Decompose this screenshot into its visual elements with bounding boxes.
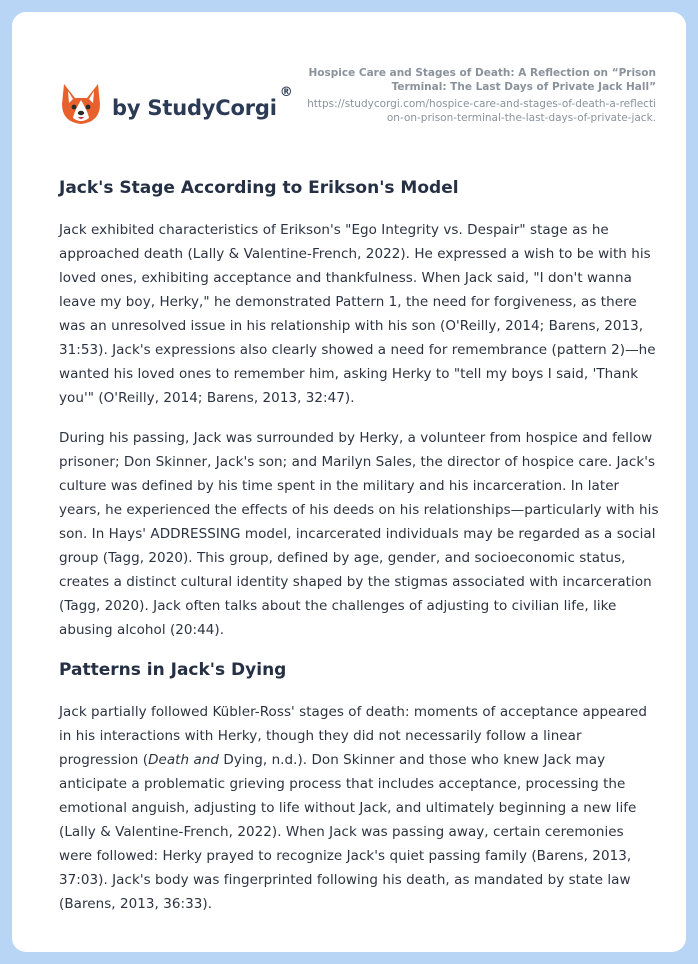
paragraph: During his passing, Jack was surrounded by Herky, a volunteer from hospice and fellow prisoner; Don Skinner, Jack's son; and Marilyn Sales, the director of hospice care. Jack's culture was defined by his time spent in the military and his incarceration. In later years, he experienced the effects of his deeds on his relationships—particularly with his son. In Hays' ADDRESSING model, incarcerated individuals may be regarded as a social group (Tagg, 2020). This group, defined by age, gender, and socioeconomic status, creates a distinct cultural identity shaped by the stigmas associated with incarceration (Tagg, 2020). Jack often talks about the challenges of adjusting to civilian life, like abusing alcohol (20:44). [59,430,659,638]
document-url[interactable]: https://studycorgi.com/hospice-care-and-stages-of-death-a-reflection-on-prison-terminal-the-last-days-of-private-jack. [307,98,656,124]
italic-title: Death and [148,752,220,768]
section-heading-patterns: Patterns in Jack's Dying [59,660,287,680]
registered-mark: ® [279,84,293,100]
paragraph: Jack partially followed Kübler-Ross' stages of death: moments of acceptance appeared in his interactions with Herky, though they did not necessarily follow a linear progression (Death and Dying, n.d.). Don Skinner and those who knew Jack may anticipate a problematic grieving process that includes acceptance, processing the emotional anguish, adjusting to life without Jack, and ultimately beginning a new life (Lally & Valentine-French, 2022). When Jack was passing away, certain ceremonies were followed: Herky prayed to recognize Jack's quiet passing family (Barens, 2013, 37:03). Jack's body was fingerprinted following his death, as mandated by state law (Barens, 2013, 36:33). [59,704,648,912]
header [12,12,686,162]
article-body [59,176,659,932]
section-heading-erikson: Jack's Stage According to Erikson's Model [59,178,459,198]
studycorgi-logo[interactable] [60,74,293,134]
brand-name: by StudyCorgi [112,96,277,120]
document-title: Hospice Care and Stages of Death: A Reflection on “Prison Terminal: The Last Days of Private Jack Hall” [308,67,656,93]
paragraph: Jack exhibited characteristics of Erikson's "Ego Integrity vs. Despair" stage as he approached death (Lally & Valentine-French, 2022). He expressed a wish to be with his loved ones, exhibiting acceptance and thankfulness. When Jack said, "I don't wanna leave my boy, Herky," he demonstrated Pattern 1, the need for forgiveness, as there was an unresolved issue in his relationship with his son (O'Reilly, 2014; Barens, 2013, 31:53). Jack's expressions also clearly showed a need for remembrance (pattern 2)—he wanted his loved ones to remember him, asking Herky to "tell my boys I said, 'Thank you'" (O'Reilly, 2014; Barens, 2013, 32:47). [59,222,656,406]
corgi-icon [60,82,102,126]
page-card [12,12,686,952]
document-meta [306,66,656,125]
